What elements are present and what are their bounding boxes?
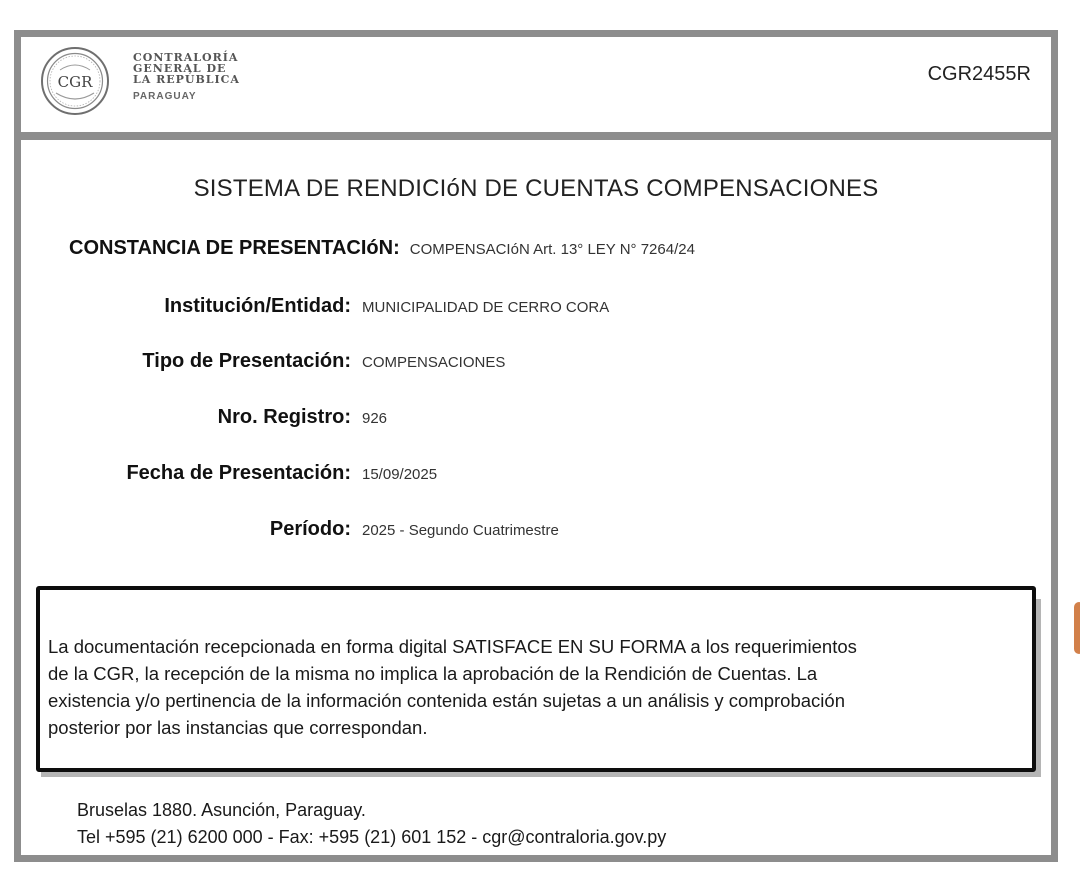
footer-contact <box>77 797 666 851</box>
document-header <box>21 37 1051 140</box>
notice-line: La documentación recepcionada en forma digital SATISFACE EN SU FORMA a los requerimientos <box>48 636 857 657</box>
footer-address: Bruselas 1880. Asunción, Paraguay. <box>77 800 366 820</box>
form-code: CGR2455R <box>927 63 1031 85</box>
notice-line: de la CGR, la recepción de la misma no implica la aprobación de la Rendición de Cuentas. La <box>48 663 818 684</box>
constancia-row <box>69 237 695 260</box>
field-label: Período: <box>269 518 351 540</box>
field-value: 926 <box>362 410 388 427</box>
field-label: Tipo de Presentación: <box>142 350 351 372</box>
constancia-value: COMPENSACIóN Art. 13° LEY N° 7264/24 <box>409 241 695 258</box>
field-label: Nro. Registro: <box>217 406 351 428</box>
field-value: COMPENSACIONES <box>362 354 506 371</box>
constancia-label: CONSTANCIA DE PRESENTACIóN: <box>69 237 400 259</box>
document-frame <box>14 30 1058 862</box>
footer-phone-email: Tel +595 (21) 6200 000 - Fax: +595 (21) 601 152 - cgr@contraloria.gov.py <box>77 827 667 847</box>
field-fecha-presentacion <box>21 462 1051 488</box>
notice-box <box>36 586 1036 772</box>
field-value: 15/09/2025 <box>362 466 438 483</box>
field-tipo-presentacion <box>21 350 1051 376</box>
wordmark-line-2: GENERAL DE <box>133 62 227 75</box>
field-value: 2025 - Segundo Cuatrimestre <box>362 522 559 539</box>
field-label: Fecha de Presentación: <box>126 462 351 484</box>
notice-line: posterior por las instancias que correspondan. <box>48 717 428 738</box>
cgr-seal-logo <box>40 46 110 116</box>
wordmark-line-3: LA REPÚBLICA <box>133 73 240 86</box>
edge-mark <box>1074 602 1080 654</box>
system-title: SISTEMA DE RENDICIóN DE CUENTAS COMPENSACIONES <box>193 175 879 202</box>
field-nro-registro <box>21 406 1051 432</box>
notice-line: existencia y/o pertinencia de la información contenida están sujetas a un análisis y comprobación <box>48 690 845 711</box>
seal-text: CGR <box>57 73 93 91</box>
wordmark-country: PARAGUAY <box>133 91 197 102</box>
institution-wordmark <box>133 52 240 102</box>
field-value: MUNICIPALIDAD DE CERRO CORA <box>362 299 610 316</box>
field-institucion <box>21 295 1051 321</box>
field-label: Institución/Entidad: <box>164 295 351 317</box>
field-periodo <box>21 518 1051 544</box>
wordmark-line-1: CONTRALORÍA <box>133 51 239 64</box>
